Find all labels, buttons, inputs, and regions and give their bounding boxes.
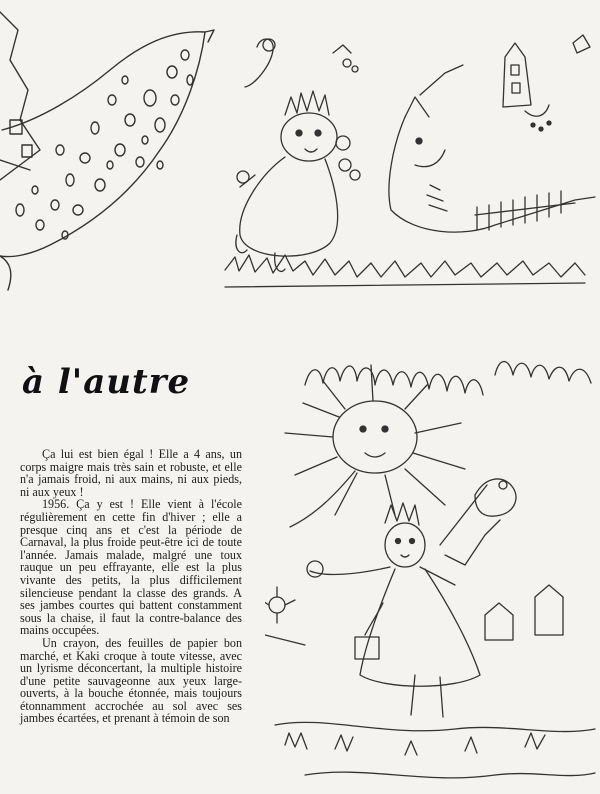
article-body <box>20 448 242 725</box>
drawing-sun-and-girl <box>265 345 600 794</box>
drawing-girl-and-bird <box>215 25 600 310</box>
article-paragraph: Ça lui est bien égal ! Elle a 4 ans, un corps maigre mais très sain et robuste, et elle n'a jamais froid, ni aux mains, ni aux pieds, ni aux yeux ! <box>20 447 242 499</box>
drawing-spotted-wing <box>0 0 230 300</box>
article-paragraph: 1956. Ça y est ! Elle vient à l'école régulièrement en cette fin d'hiver ; elle a presque cinq ans et c'est la période de Carnaval, la plus froide peut-être ici de toute l'année. Jamais malade, malgré une toux rauque un peu effrayante, elle est la plus vivante des petits, la plus difficilement silencieuse pendant la classe des grands. A ses jambes courtes qui battent constamment sous la chaise, il faut la contre-balance des mains occupées. <box>20 497 242 638</box>
article-title: à l'autre <box>22 362 191 402</box>
article-paragraph: Un crayon, des feuilles de papier bon marché, et Kaki croque à toute vitesse, avec un lyrisme déconcertant, la multiple histoire d'une petite sauvageonne aux yeux large-ouverts, à la bouche étonnée, mais toujours étonnamment accrochée au sol avec ses jambes écartées, et prenant à témoin de son <box>20 635 242 726</box>
